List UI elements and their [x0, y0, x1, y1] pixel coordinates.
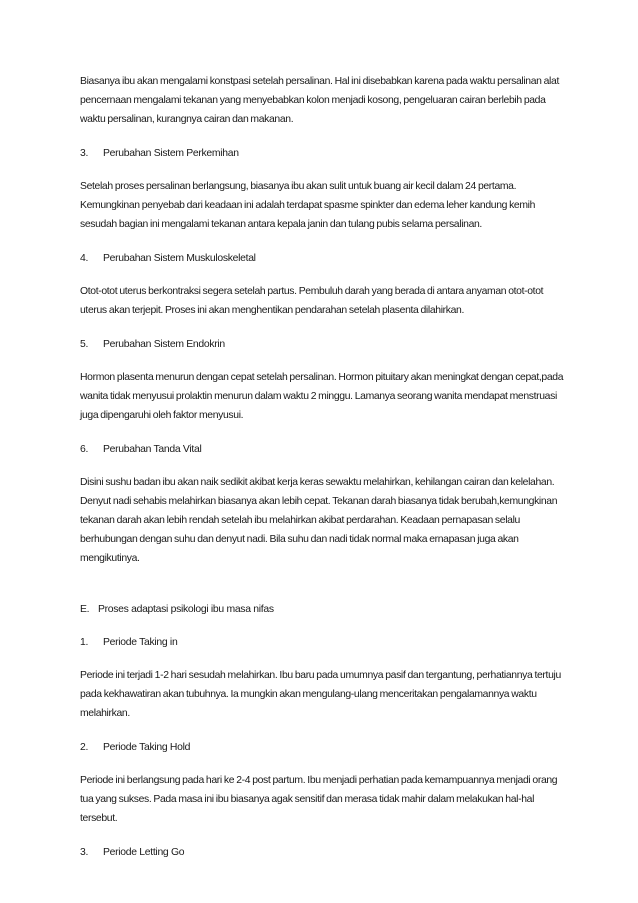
heading-text: Perubahan Sistem Perkemihan — [103, 148, 239, 159]
section-letter: E. — [80, 604, 90, 615]
heading-periode-taking-hold — [80, 738, 570, 757]
heading-number: 3. — [80, 148, 89, 159]
heading-number: 4. — [80, 253, 89, 264]
paragraph-perkemihan: Setelah proses persalinan berlangsung, biasanya ibu akan sulit untuk buang air kecil dalam 24 pertama. Kemungkinan penyebab dari keadaan ini adalah terdapat spasme spinkter dan edema leher kandung kemih sesudah bagian ini mengalami tekanan antara kepala janin dan tulang pubis selama persalinan. — [80, 181, 536, 230]
heading-text: Perubahan Tanda Vital — [103, 444, 202, 455]
heading-text: Periode Taking in — [103, 637, 178, 648]
paragraph-taking-in: Periode ini terjadi 1-2 hari sesudah melahirkan. Ibu baru pada umumnya pasif dan tergantung, perhatiannya tertuju pada kekhawatiran akan tubuhnya. Ia mungkin akan mengulang-ulang menceritakan pengalamannya waktu melahirkan. — [80, 670, 561, 719]
heading-text: Periode Letting Go — [103, 847, 185, 858]
heading-text: Periode Taking Hold — [103, 742, 191, 753]
heading-number: 1. — [80, 637, 89, 648]
heading-text: Perubahan Sistem Endokrin — [103, 339, 225, 350]
section-title: Proses adaptasi psikologi ibu masa nifas — [98, 604, 274, 615]
heading-periode-taking-in — [80, 633, 570, 652]
heading-perubahan-tanda-vital — [80, 440, 570, 459]
paragraph-konstipasi: Biasanya ibu akan mengalami konstpasi setelah persalinan. Hal ini disebabkan karena pada waktu persalinan alat pencernaan mengalami tekanan yang menyebabkan kolon menjadi kosong, pengeluaran cairan berlebih pada waktu persalinan, kurangnya cairan dan makanan. — [80, 76, 559, 125]
heading-number: 6. — [80, 444, 89, 455]
paragraph-muskuloskeletal: Otot-otot uterus berkontraksi segera setelah partus. Pembuluh darah yang berada di antara anyaman otot-otot uterus akan terjepit. Proses ini akan menghentikan pendarahan setelah plasenta dilahirkan. — [80, 286, 544, 316]
heading-number: 3. — [80, 847, 89, 858]
section-heading-proses-adaptasi — [80, 600, 570, 619]
heading-number: 5. — [80, 339, 89, 350]
heading-periode-letting-go — [80, 843, 570, 862]
heading-perubahan-sistem-perkemihan — [80, 144, 570, 163]
heading-number: 2. — [80, 742, 89, 753]
heading-perubahan-sistem-muskuloskeletal — [80, 249, 570, 268]
document-page — [80, 72, 570, 862]
heading-perubahan-sistem-endokrin — [80, 335, 570, 354]
heading-text: Perubahan Sistem Muskuloskeletal — [103, 253, 256, 264]
paragraph-tanda-vital: Disini sushu badan ibu akan naik sedikit akibat kerja keras sewaktu melahirkan, kehilangan cairan dan kelelahan. Denyut nadi sehabis melahirkan biasanya akan lebih cepat. Tekanan darah biasanya tidak berubah,kemungkinan tekanan darah akan lebih rendah setelah ibu melahirkan akibat perdarahan. Keadaan pernapasan selalu berhubungan dengan suhu dan denyut nadi. Bila suhu dan nadi tidak normal maka ernapasan juga akan mengikutinya. — [80, 477, 558, 564]
paragraph-taking-hold: Periode ini berlangsung pada hari ke 2-4 post partum. Ibu menjadi perhatian pada kemampuannya menjadi orang tua yang sukses. Pada masa ini ibu biasanya agak sensitif dan merasa tidak mahir dalam melakukan hal-hal tersebut. — [80, 775, 558, 824]
paragraph-endokrin: Hormon plasenta menurun dengan cepat setelah persalinan. Hormon pituitary akan meningkat dengan cepat,pada wanita tidak menyusui prolaktin menurun dalam waktu 2 minggu. Lamanya seorang wanita mendapat menstruasi juga dipengaruhi oleh faktor menyusui. — [80, 372, 564, 421]
